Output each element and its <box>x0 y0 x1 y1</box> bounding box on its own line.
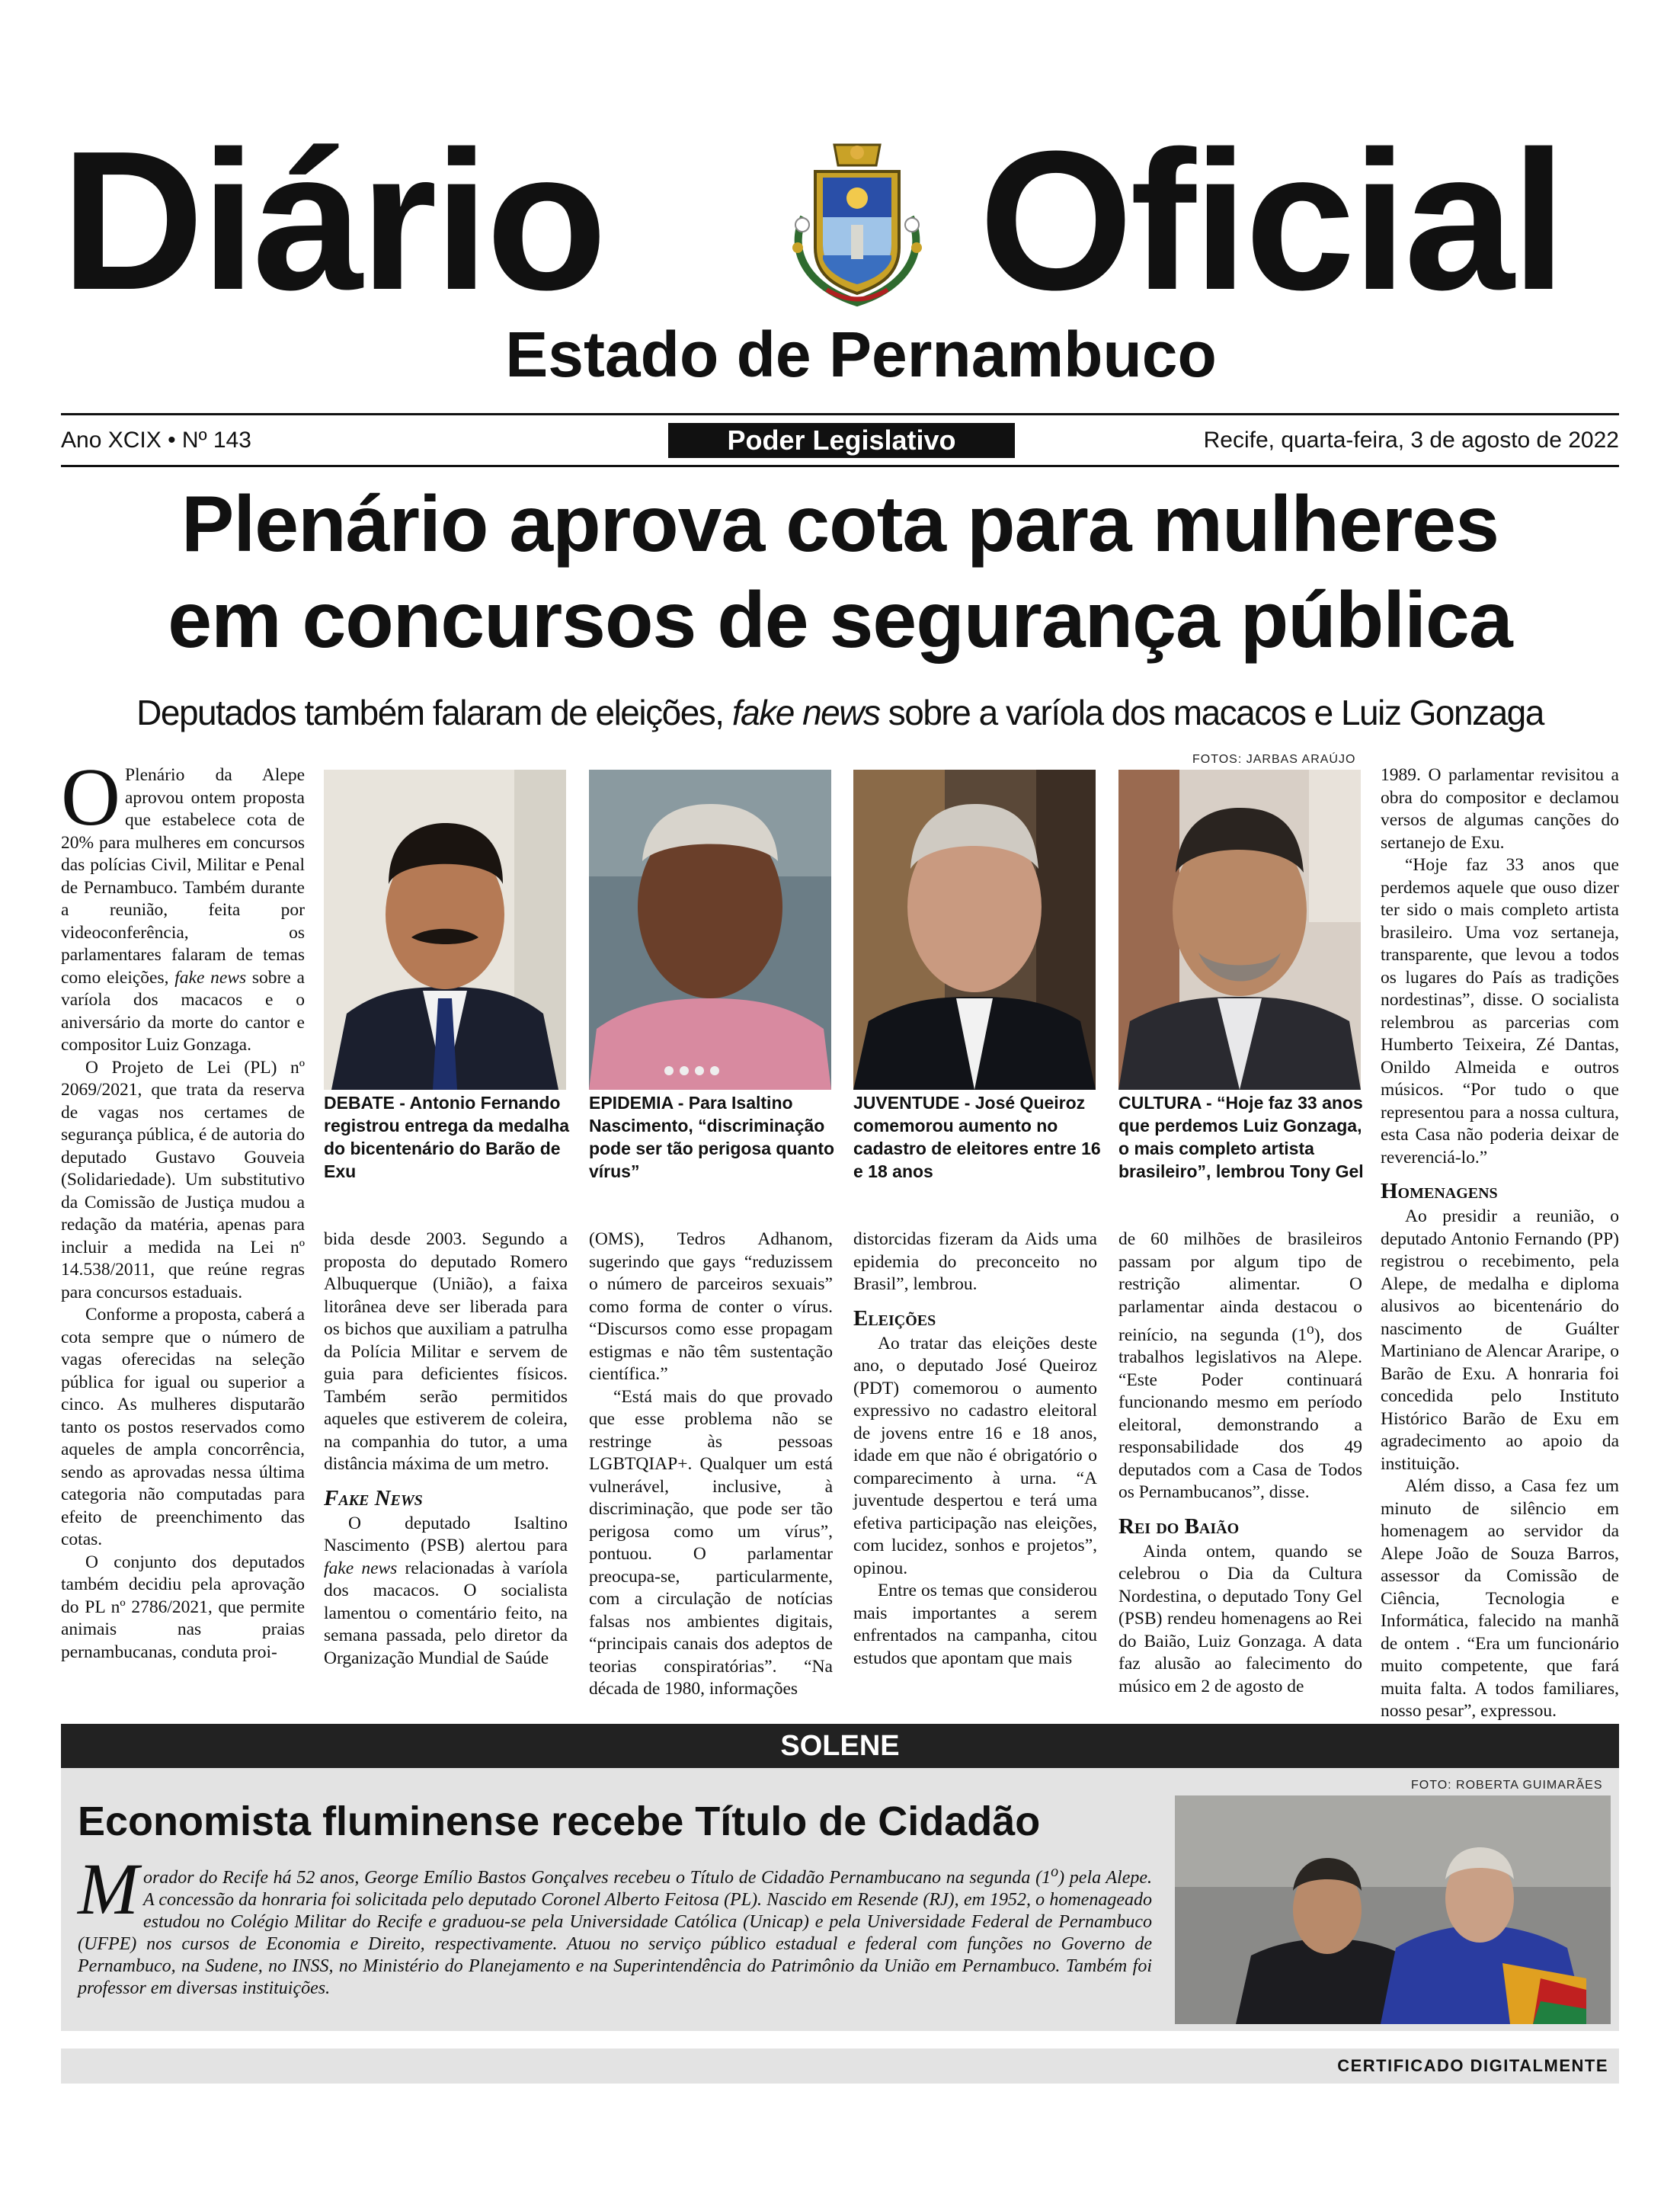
article-paragraph: “Hoje faz 33 anos que perdemos aquele que ouso dizer ter sido o mais completo artista brasileiro. Uma voz sertaneja, transparente, que levou a todos os lugares do País as tradições nordestinas”, disse. O socialista relembrou as parcerias com Humberto Teixeira, Zé Dantas, Onildo Almeida e outros músicos. “Por tudo o que representou para a nossa cultura, esta Casa não poderia deixar de reverenciá-lo.” <box>1381 855 1619 1168</box>
photo-credit: FOTOS: JARBAS ARAÚJO <box>1192 753 1356 766</box>
headline-line-1: Plenário aprova cota para mulheres <box>181 480 1499 569</box>
article-paragraph: distorcidas fizeram da Aids uma epidemia do preconceito no Brasil”, lembrou. <box>853 1229 1097 1294</box>
paragraph-text: de 60 milhões de brasileiros passam por algum tipo de restrição alimentar. O parlamentar ainda destacou o reinício, na segunda (1 <box>1118 1229 1362 1345</box>
section-heading-rei-do-baiao: Rei do Baião <box>1118 1514 1240 1539</box>
paragraph-text: sobre a varíola dos macacos e o aniversário da morte do cantor e compositor Luiz Gonzaga. <box>61 967 305 1055</box>
paragraph-text: Plenário da Alepe aprovou ontem proposta que estabelece cota de 20% para mulheres em concursos das polícias Civil, Militar e Penal de Pernambuco. Também durante a reunião, feita por videoconferência, os parlamentares falaram de temas como eleições, <box>61 765 305 988</box>
article-paragraph: O Projeto de Lei (PL) nº 2069/2021, que trata da reserva de vagas nos certames de segurança pública, é de autoria do deputado Gustavo Gouveia (Solidariedade). Um substitutivo da Comissão de Justiça mudou a redação da matéria, apenas para incluir a medida na Lei nº 14.538/2011, que reúne regras para concursos estaduais. <box>61 1057 305 1302</box>
article-paragraph: Ainda ontem, quando se celebrou o Dia da Cultura Nordestina, o deputado Tony Gel (PSB) rendeu homenagens ao Rei do Baião, Luiz Gonzaga. A data faz alusão ao falecimento do músico em 2 de agosto de <box>1118 1541 1362 1696</box>
masthead-title-left: Diário <box>61 111 604 332</box>
article-paragraph: “Está mais do que provado que esse problema não se restringe às pessoas LGBTQIAP+. Qualquer um está vulnerável, inclusive, à discriminação, que pode ser tão perigosa como um vírus”, pontuou. O parlamentar preocupa-se, particularmente, com a circulação de notícias falsas nos ambientes digitais, “principais canais dos adeptos de teorias conspiratórias”. “Na década de 1980, informações <box>589 1386 833 1699</box>
article-column-2 <box>324 1228 568 1670</box>
section-heading-homenagens: Homenagens <box>1381 1179 1498 1203</box>
masthead-subtitle: Estado de Pernambuco <box>505 319 1217 390</box>
article-paragraph <box>61 752 305 1057</box>
photo-caption: JUVENTUDE - José Queiroz comemorou aumento no cadastro de eleitores entre 16 e 18 anos <box>853 1093 1101 1181</box>
section-heading-fake-news: Fake News <box>324 1485 423 1510</box>
superscript: o <box>1306 1321 1314 1337</box>
article-paragraph: Ao presidir a reunião, o deputado Antonio Fernando (PP) registrou o recebimento, pela Alepe, de medalha e diploma alusivos ao bicentenário do nascimento de Guálter Martiniano de Alencar Araripe, o Barão de Exu. A honraria foi concedida pelo Instituto Histórico Barão de Exu em agradecimento ao apoio da instituição. <box>1381 1206 1619 1474</box>
paragraph-text: relacionadas à varíola dos macacos. O socialista lamentou o comentário feito, na semana passada, pelo diretor da Organização Mundial de Saúde <box>324 1558 568 1668</box>
digital-certification-label: CERTIFICADO DIGITALMENTE <box>1337 2056 1608 2075</box>
article-paragraph: O conjunto dos deputados também decidiu pela aprovação do PL nº 2786/2021, que permite animais nas praias pernambucanas, conduta proi- <box>61 1552 305 1662</box>
drop-cap: M <box>78 1848 139 1930</box>
section-heading-eleicoes: Eleições <box>853 1305 936 1331</box>
photo-isaltino-nascimento <box>589 770 831 1090</box>
subhead-text: Deputados também falaram de eleições, <box>136 693 732 732</box>
paragraph-italic: fake news <box>324 1558 398 1578</box>
edition-number: Ano XCIX • Nº 143 <box>61 428 251 453</box>
paragraph-italic: fake news <box>174 967 247 988</box>
article-paragraph: Conforme a proposta, caberá a cota sempre que o número de vagas oferecidas na seleção pública for igual ou superior a cinco. As mulheres disputarão tanto os postos reservados como aqueles de ampla concorrência, sendo as aprovadas nessa última categoria não computadas para efeito de preenchimento das cotas. <box>61 1305 305 1549</box>
info-bar <box>61 423 1619 461</box>
paragraph-text: O deputado Isaltino Nascimento (PSB) alertou para <box>324 1513 568 1555</box>
article-column-6 <box>1381 764 1619 1723</box>
solene-text <box>78 1848 1153 2000</box>
article-column-5 <box>1118 1228 1362 1698</box>
solene-title: Economista fluminense recebe Título de Cidadão <box>78 1799 1041 1844</box>
article-paragraph: bida desde 2003. Segundo a proposta do deputado Romero Albuquerque (União), a faixa litorânea deve ser liberada para os bichos que auxiliam a patrulha da Polícia Militar e servem de guia para deficientes físicos. Também serão permitidos aqueles que estiverem de coleira, na companhia do tutor, a uma distância máxima de um metro. <box>324 1229 568 1474</box>
masthead <box>61 111 1619 347</box>
article-paragraph <box>1118 1228 1362 1504</box>
branch-badge: Poder Legislativo <box>668 423 1015 458</box>
divider <box>61 413 1619 415</box>
superscript: o <box>1051 1863 1059 1880</box>
article-paragraph: Entre os temas que considerou mais importantes a serem enfrentados na campanha, citou estudos que apontam que mais <box>853 1581 1097 1668</box>
photo-caption: DEBATE - Antonio Fernando registrou entrega da medalha do bicentenário do Barão de Exu <box>324 1093 570 1181</box>
main-subhead <box>61 690 1619 735</box>
solene-text-part: orador do Recife há 52 anos, George Emílio Bastos Gonçalves recebeu o Título de Cidadão Pernambucano na segunda (1 <box>142 1868 1051 1888</box>
article-column-3 <box>589 1228 833 1701</box>
drop-cap: O <box>61 752 120 843</box>
article-paragraph: 1989. O parlamentar revisitou a obra do compositor e declamou versos de algumas canções do sertanejo de Exu. <box>1381 765 1619 853</box>
article-paragraph: Além disso, a Casa fez um minuto de silêncio em homenagem ao servidor da Alepe João de Souza Barros, assessor da Comissão de Ciência, Tecnologia e Informática, falecido na manhã de ontem . “Era um funcionário muito competente, que fará muita falta. A todos familiares, nosso pesar”, expressou. <box>1381 1476 1619 1721</box>
article-column-1 <box>61 752 305 1664</box>
subhead-italic: fake news <box>731 693 880 732</box>
headline-line-2: em concursos de segurança pública <box>168 576 1512 665</box>
solene-photo <box>1175 1795 1611 2024</box>
solene-box <box>61 1768 1619 2031</box>
main-headline <box>61 476 1619 668</box>
masthead-title-right: Oficial <box>979 111 1563 332</box>
paragraph-text: ), dos trabalhos legislativos na Alepe. “Este Poder continuará funcionando mesmo em período eleitoral, demonstrando a responsabilidade dos 49 deputados com a Casa de Todos os Pernambucanos”, disse. <box>1118 1325 1362 1503</box>
article-paragraph: Ao tratar das eleições deste ano, o deputado José Queiroz (PDT) comemorou o aumento expressivo no cadastro eleitoral de jovens entre 16 e 18 anos, idade em que não é obrigatório o comparecimento à urna. “A juventude despertou e terá uma efetiva participação nas eleições, com lucidez, sonhos e projetos”, opinou. <box>853 1333 1097 1578</box>
article-paragraph: (OMS), Tedros Adhanom, sugerindo que gays “reduzissem o número de parceiros sexuais” como forma de conter o vírus. “Discursos como esse propagam estigmas e não têm sustentação científica.” <box>589 1229 833 1384</box>
photo-antonio-fernando <box>324 770 566 1090</box>
divider <box>61 465 1619 467</box>
photo-jose-queiroz <box>853 770 1096 1090</box>
photo-tony-gel <box>1118 770 1361 1090</box>
article-column-4 <box>853 1228 1097 1670</box>
footer-bar <box>61 2048 1619 2084</box>
subhead-text-end: sobre a varíola dos macacos e Luiz Gonzaga <box>879 693 1544 732</box>
article-paragraph <box>324 1513 568 1670</box>
issue-date: Recife, quarta-feira, 3 de agosto de 2022 <box>1203 428 1619 453</box>
photo-caption: CULTURA - “Hoje faz 33 anos que perdemos Luiz Gonzaga, o mais completo artista brasileiro”, lembrou Tony Gel <box>1118 1093 1364 1181</box>
photo-caption: EPIDEMIA - Para Isaltino Nascimento, “discriminação pode ser tão perigosa quanto vírus” <box>589 1093 835 1181</box>
section-bar-solene: SOLENE <box>61 1724 1619 1768</box>
pernambuco-coat-of-arms-icon <box>781 133 933 309</box>
solene-text-part: ) pela Alepe. A concessão da honraria foi solicitada pelo deputado Coronel Alberto Feitosa (PL). Nascido em Resende (RJ), em 1952, o homenageado estudou no Colégio Militar do Recife e graduou-se pela Universidade Católica (Unicap) e pela Universidade Federal de Pernambuco (UFPE) nos cursos de Economia e Direito, respectivamente. Atuou no serviço público estadual e federal com funções no Governo de Pernambuco, na Sudene, no INSS, no Ministério do Planejamento e na Superintendência do Patrimônio da União em Pernambuco. Também foi professor em diversas instituições. <box>78 1868 1153 1998</box>
solene-photo-credit: FOTO: ROBERTA GUIMARÃES <box>1411 1779 1603 1792</box>
